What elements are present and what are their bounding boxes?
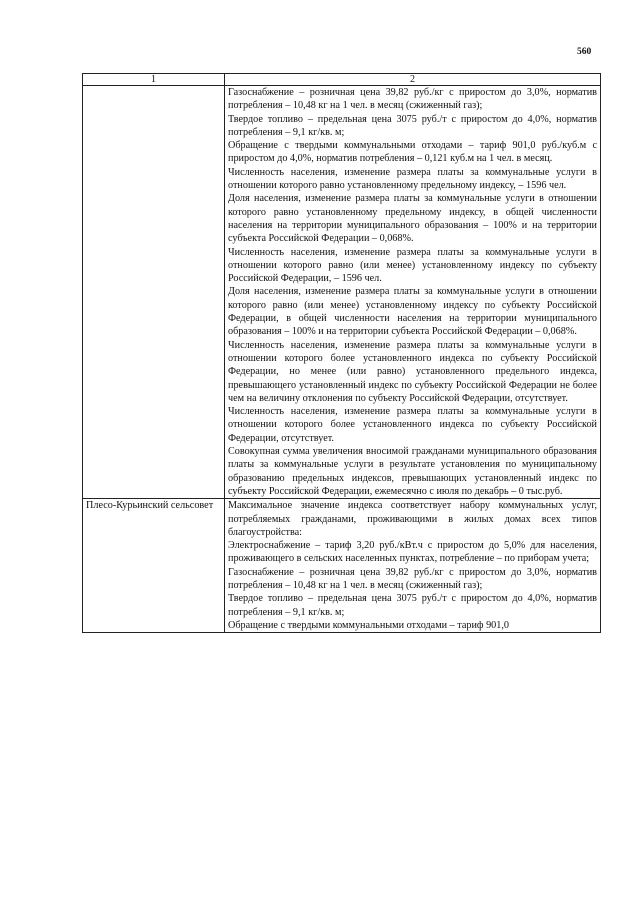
- paragraph: Обращение с твердыми коммунальными отходами – тариф 901,0 руб./куб.м с приростом до 4,0%, норматив потребления – 0,121 куб.м на 1 чел. в месяц.: [228, 140, 597, 165]
- paragraph: Численность населения, изменение размера платы за коммунальные услуги в отношении которого равно установленному предельному индексу, – 1596 чел.: [228, 166, 597, 192]
- paragraph: Газоснабжение – розничная цена 39,82 руб./кг с приростом до 3,0%, норматив потребления – 10,48 кг на 1 чел. в месяц (сжиженный газ);: [228, 566, 597, 591]
- paragraph: Доля населения, изменение размера платы за коммунальные услуги в отношении которого равно (или менее) установленному индексу по субъекту Российской Федерации, в общей численности населения на территории муниципального образования – 100% и на территории субъекта Российской Федерации – 0,068%.: [228, 286, 597, 338]
- paragraph: Обращение с твердыми коммунальными отходами – тариф 901,0: [228, 619, 509, 631]
- region-cell: [83, 86, 225, 499]
- paragraph: Твердое топливо – предельная цена 3075 руб./т с приростом до 4,0%, норматив потребления – 9,1 кг/кв. м;: [228, 593, 597, 618]
- table-header-row: [83, 74, 601, 86]
- description-cell: [225, 499, 601, 633]
- page-number: 560: [577, 47, 592, 57]
- paragraph: Численность населения, изменение размера платы за коммунальные услуги в отношении которого более установленного индекса по субъекту Российской Федерации, отсутствует.: [228, 406, 597, 444]
- table-row: [83, 86, 601, 499]
- paragraph: Твердое топливо – предельная цена 3075 руб./т с приростом до 4,0%, норматив потребления – 9,1 кг/кв. м;: [228, 113, 597, 138]
- paragraph: Газоснабжение – розничная цена 39,82 руб./кг с приростом до 3,0%, норматив потребления – 10,48 кг на 1 чел. в месяц (сжиженный газ);: [228, 87, 597, 112]
- description-cell: [225, 86, 601, 499]
- paragraph: Численность населения, изменение размера платы за коммунальные услуги в отношении которого равно (или менее) установленному индексу по субъекту Российской Федерации, – 1596 чел.: [228, 246, 597, 285]
- column-header-2: 2: [225, 74, 601, 86]
- paragraph: Совокупная сумма увеличения вносимой гражданами муниципального образования платы за коммунальные услуги в результате установления по муниципальному образованию предельных индексов, превышающих установленный индекс по субъекту Российской Федерации, ежемесячно с июля по декабрь – 0 тыс.руб.: [228, 446, 597, 497]
- paragraph: Численность населения, изменение размера платы за коммунальные услуги в отношении которого более установленного индекса по субъекту Российской Федерации, но менее (или равно) установленного предельного индекса, превышающего установленный индекс по субъекту Российской Федерации не более чем на величину отклонения по субъекту Российской Федерации, отсутствует.: [228, 339, 597, 404]
- paragraph: Электроснабжение – тариф 3,20 руб./кВт.ч с приростом до 5,0% для населения, проживающего в сельских населенных пунктах, потребление – по приборам учета;: [228, 540, 597, 565]
- table-row: [83, 499, 601, 633]
- data-table: [82, 73, 601, 633]
- region-cell: Плесо-Курьинский сельсовет: [83, 499, 225, 633]
- paragraph: Доля населения, изменение размера платы за коммунальные услуги в отношении которого равно установленному предельному индексу, в общей численности населения на территории муниципального образования – 100% и на территории субъекта Российской Федерации – 0,068%.: [228, 193, 597, 245]
- column-header-1: 1: [83, 74, 225, 86]
- paragraph: Максимальное значение индекса соответствует набору коммунальных услуг, потребляемых гражданами, проживающими в жилых домах всех типов благоустройства:: [228, 500, 597, 538]
